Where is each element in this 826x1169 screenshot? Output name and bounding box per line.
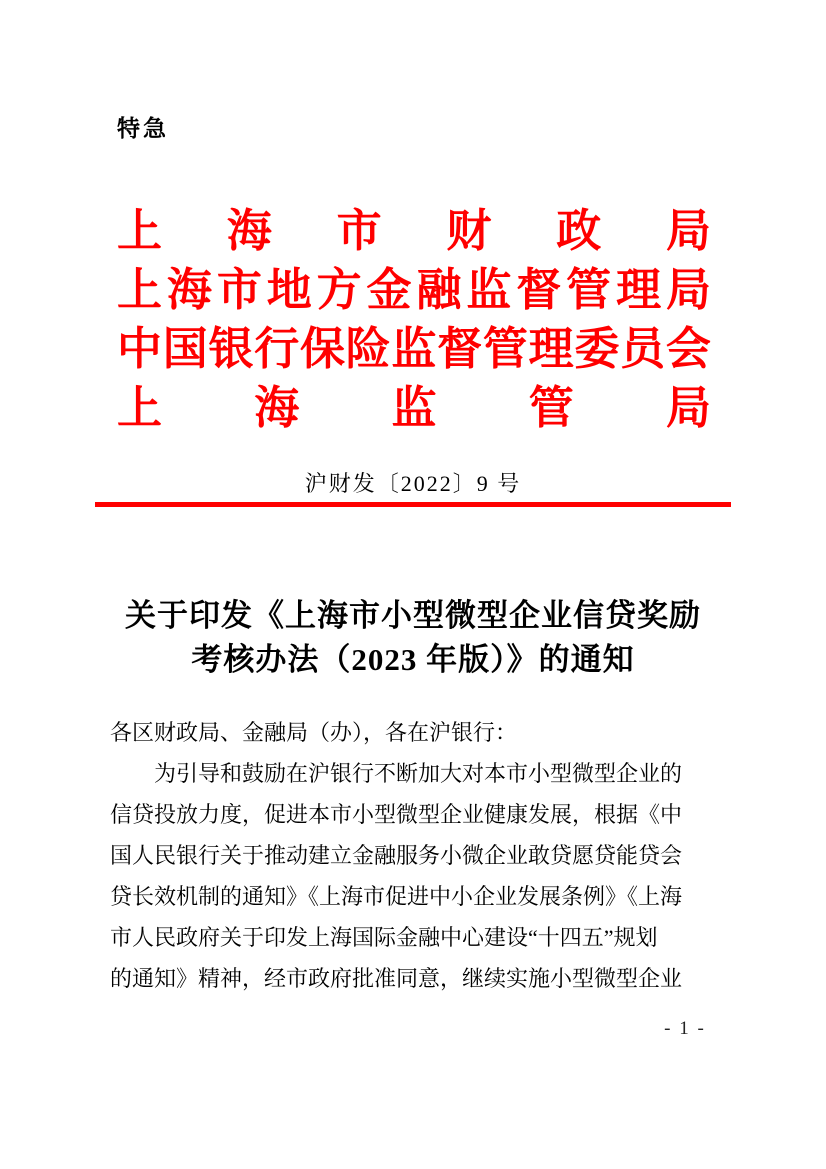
letterhead-divider-rule <box>95 502 731 507</box>
paragraph-line: 为引导和鼓励在沪银行不断加大对本市小型微型企业的 <box>154 761 683 786</box>
page-number: - 1 - <box>664 1018 706 1039</box>
document-number: 沪财发〔2022〕9 号 <box>304 471 522 496</box>
paragraph-line: 贷长效机制的通知》《上海市促进中小企业发展条例》《上海 <box>110 884 683 909</box>
letterhead-org-line-3: 中 国 银 行 保 险 监 督 管 理 委 员 会 <box>117 324 711 374</box>
paragraph-line: 信贷投放力度，促进本市小型微型企业健康发展，根据《中 <box>110 802 683 827</box>
document-body <box>110 712 716 999</box>
paragraph-line: 的通知》精神，经市政府批准同意，继续实施小型微型企业 <box>110 966 683 991</box>
document-title-line-1: 关于印发《上海市小型微型企业信贷奖励 <box>125 598 701 633</box>
letterhead-org-line-2: 上 海 市 地 方 金 融 监 督 管 理 局 <box>117 265 711 315</box>
salutation-line: 各区财政局、金融局（办），各在沪银行： <box>110 720 518 745</box>
document-title <box>95 594 731 682</box>
paragraph-line: 国人民银行关于推动建立金融服务小微企业敢贷愿贷能贷会 <box>110 843 683 868</box>
paragraph-line: 市人民政府关于印发上海国际金融中心建设“十四五”规划 <box>110 925 658 950</box>
letterhead-org-line-4: 上 海 监 管 局 <box>117 383 711 433</box>
letterhead <box>117 197 711 433</box>
urgency-label: 特急 <box>117 115 169 141</box>
document-title-line-2: 考核办法（2023 年版）》的通知 <box>191 642 635 677</box>
letterhead-org-line-1: 上 海 市 财 政 局 <box>117 206 711 256</box>
